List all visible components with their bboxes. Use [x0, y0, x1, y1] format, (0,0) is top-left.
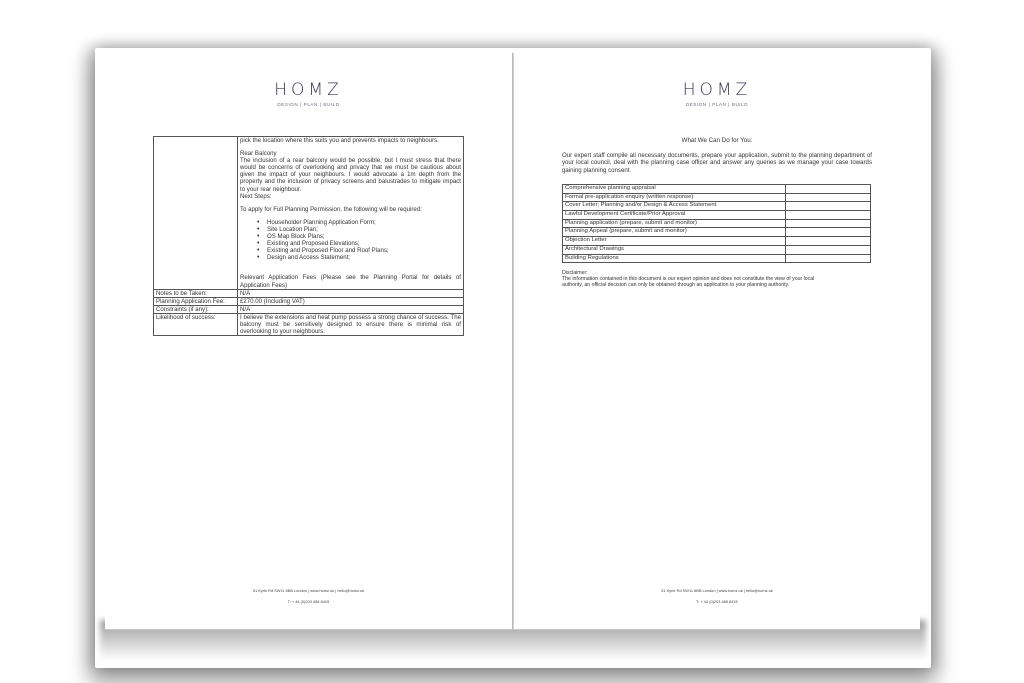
intro-paragraph: Our expert staff compile all necessary documents, prepare your application, submit to the planning department of your local council, deal with the planning case officer and answer any queries as we manage your case towards gaining planning consent. — [562, 152, 872, 174]
apply-text: To apply for Full Planning Permission, the following will be required: — [240, 205, 422, 213]
continued-content-cell — [238, 137, 464, 290]
service-value — [786, 193, 871, 202]
section-title: What We Can Do for You: — [681, 137, 753, 144]
logo-tagline: DESIGN | PLAN | BUILD — [685, 102, 749, 107]
row-value: N/A — [238, 305, 464, 313]
table-row — [563, 185, 871, 194]
service-name: Planning Appeal (prepare, submit and monitor) — [563, 228, 786, 237]
page-edge — [105, 629, 512, 630]
row-label: Constraints (if any): — [154, 305, 238, 313]
left-page — [105, 53, 513, 630]
services-table — [562, 184, 871, 263]
service-value — [786, 245, 871, 254]
service-name: Formal pre-application enquiry (written response) — [563, 193, 786, 202]
row-label: Likelihood of success: — [154, 313, 238, 335]
service-value — [786, 254, 871, 263]
logo-wordmark: HOMZ — [274, 80, 343, 100]
service-value — [786, 219, 871, 228]
table-row — [563, 211, 871, 220]
balcony-heading: Rear Balcony — [240, 150, 277, 158]
table-row — [154, 137, 464, 290]
service-name: Cover Letter; Planning and/or Design & Access Statement — [563, 202, 786, 211]
empty-label-cell — [154, 137, 238, 290]
assessment-table — [153, 136, 464, 336]
row-label: Planning Application Fee: — [154, 297, 238, 305]
service-name: Planning application (prepare, submit and monitor) — [563, 219, 786, 228]
service-value — [786, 211, 871, 220]
page-edge — [514, 629, 920, 630]
service-value — [786, 237, 871, 246]
table-row — [563, 228, 871, 237]
service-name: Lawful Development Certificate/Prior Approval — [563, 211, 786, 220]
table-row — [563, 237, 871, 246]
service-name: Building Regulations — [563, 254, 786, 263]
service-value — [786, 228, 871, 237]
requirements-list — [240, 219, 461, 262]
service-name: Objection Letter — [563, 237, 786, 246]
table-row — [154, 289, 464, 297]
logo-tagline: DESIGN | PLAN | BUILD — [277, 102, 340, 107]
table-row — [154, 313, 464, 335]
list-item: • Existing and Proposed Elevations; — [260, 240, 461, 247]
service-value — [786, 202, 871, 211]
list-item: • Design and Access Statement; — [260, 254, 461, 261]
disclaimer-text: The information contained in this document is our expert opinion and does not constitute the view of your local authority, an official decision can only be obtained through an application to your planning authority. — [562, 276, 815, 289]
service-value — [786, 185, 871, 194]
table-row — [563, 202, 871, 211]
list-item: • Existing and Proposed Floor and Roof Plans; — [260, 247, 461, 254]
table-row — [563, 245, 871, 254]
service-name: Comprehensive planning appraisal — [563, 185, 786, 194]
footer-phone: T: + 44 (0)203 488 8415 — [287, 599, 330, 604]
service-name: Architectural Drawings — [563, 245, 786, 254]
table-row — [563, 219, 871, 228]
table-row — [563, 193, 871, 202]
table-row — [154, 297, 464, 305]
row-value: I believe the extensions and heat pump possess a strong chance of success. The balcony must be sensitively designed to ensure there is minimal risk of overlooking to your neighbours. — [238, 313, 464, 335]
table-row — [154, 305, 464, 313]
logo-wordmark: HOMZ — [682, 80, 752, 100]
row-value: N/A — [238, 289, 464, 297]
list-item: • Householder Planning Application Form; — [260, 219, 461, 226]
logo — [514, 81, 920, 107]
disclaimer-heading: Disclaimer: — [562, 270, 588, 276]
list-item: • OS Map Block Plans; — [260, 233, 461, 240]
footer-address: 51 Kyrle Rd SW11 6BB London | www.homz.uk | hello@homz.uk — [252, 588, 365, 593]
balcony-text: The inclusion of a rear balcony would be possible, but I must stress that there would be concerns of overlooking and privacy that we must be cautious about given the impact of your neighbours. I would advocate a 1m depth from the property and the inclusion of privacy screens and balustrades to mitigate impact to your rear neighbour. — [240, 157, 461, 193]
right-page — [513, 53, 920, 630]
footer-phone: T: + 44 (0)203 488 8415 — [696, 599, 738, 604]
list-item: • Site Location Plan; — [260, 226, 461, 233]
intro-text: pick the location where this suits you and prevents impacts to neighbours. — [240, 137, 439, 144]
fees-text: Relevant Application Fees (Please see the Planning Portal for details of Application Fees) — [240, 274, 461, 289]
disclaimer — [562, 270, 824, 289]
next-steps-heading: Next Steps: — [240, 192, 272, 200]
table-row — [563, 254, 871, 263]
row-label: Notes to be Taken: — [154, 289, 238, 297]
row-value: £270.00 (Including VAT) — [238, 297, 464, 305]
logo — [105, 81, 512, 107]
footer-address: 51 Kyrle Rd SW11 6BB London | www.homz.uk | hello@homz.uk — [661, 588, 773, 593]
